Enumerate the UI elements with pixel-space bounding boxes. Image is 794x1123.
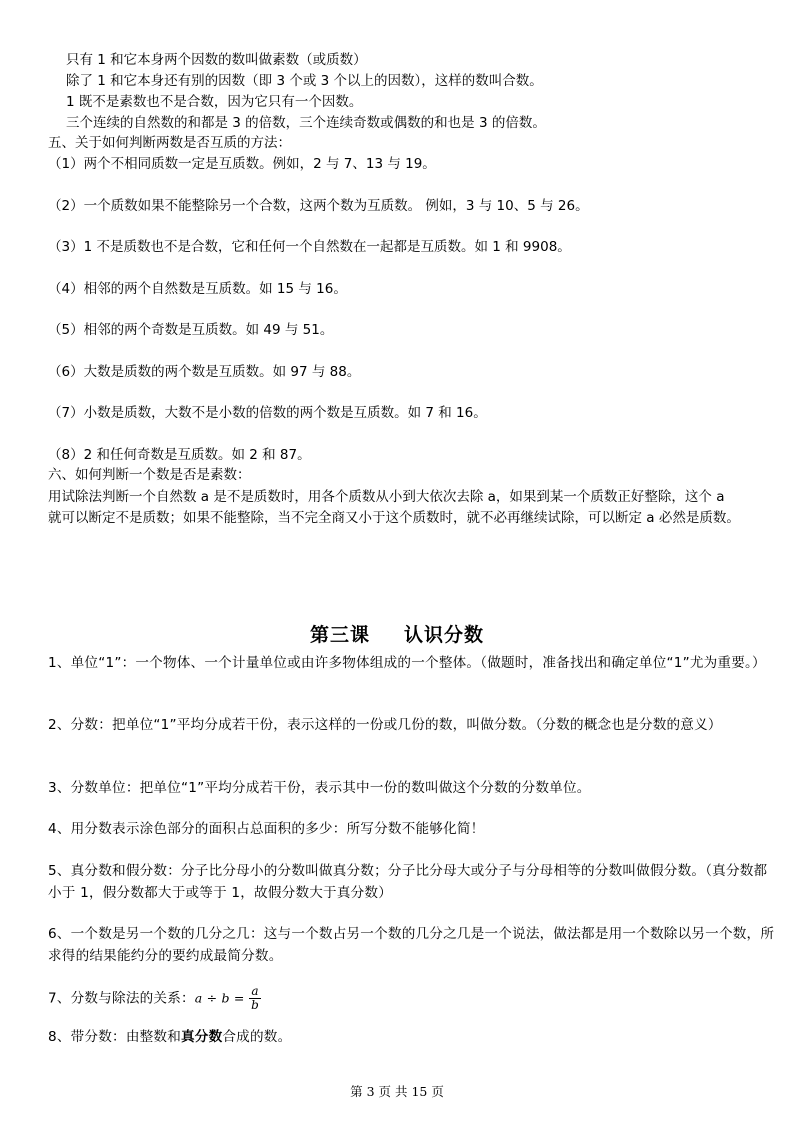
text-line: 1 既不是素数也不是合数，因为它只有一个因数。 xyxy=(66,94,363,110)
fraction xyxy=(249,985,261,1012)
item-text: 合成的数。 xyxy=(222,1029,292,1045)
lesson-item: 1、单位“1”：一个物体、一个计量单位或由许多物体组成的一个整体。（做题时，准备找出和确定单位“1”尤为重要。） xyxy=(48,655,766,671)
formula-expression: a ÷ b = xyxy=(194,990,245,1006)
text-line: 只有 1 和它本身两个因数的数叫做素数（或质数） xyxy=(66,52,367,68)
lesson-item xyxy=(48,1026,291,1048)
lesson-topic: 认识分数 xyxy=(404,624,485,646)
lesson-number: 第三课 xyxy=(309,624,370,646)
fraction-denominator: b xyxy=(251,998,259,1012)
list-item: （5）相邻的两个奇数是互质数。如 49 与 51。 xyxy=(48,322,334,338)
text-line: 三个连续的自然数的和都是 3 的倍数，三个连续奇数或偶数的和也是 3 的倍数。 xyxy=(66,115,546,131)
lesson-item: 2、分数：把单位“1”平均分成若干份，表示这样的一份或几份的数，叫做分数。（分数的概念也是分数的意义） xyxy=(48,717,722,733)
paragraph-line: 用试除法判断一个自然数 a 是不是质数时，用各个质数从小到大依次去除 a，如果到某一个质数正好整除，这个 a xyxy=(48,489,725,505)
list-item: （7）小数是质数，大数不是小数的倍数的两个数是互质数。如 7 和 16。 xyxy=(48,405,487,421)
page-number: 第 3 页 共 15 页 xyxy=(350,1084,444,1099)
lesson-item: 6、一个数是另一个数的几分之几：这与一个数占另一个数的几分之几是一个说法，做法都是用一个数除以另一个数，所求得的结果能约分的要约成最简分数。 xyxy=(48,926,775,964)
text-line: 除了 1 和它本身还有别的因数（即 3 个或 3 个以上的因数），这样的数叫合数。 xyxy=(66,73,543,89)
formula-label: 7、分数与除法的关系： xyxy=(48,990,195,1007)
list-item: （1）两个不相同质数一定是互质数。例如，2 与 7、13 与 19。 xyxy=(48,156,436,172)
section-heading: 六、如何判断一个数是否是素数： xyxy=(48,467,251,483)
list-item: （3）1 不是质数也不是合数，它和任何一个自然数在一起都是互质数。如 1 和 9908。 xyxy=(48,239,571,255)
lesson-item-formula xyxy=(48,985,261,1012)
lesson-item: 4、用分数表示涂色部分的面积占总面积的多少：所写分数不能够化简！ xyxy=(48,821,485,837)
list-item: （6）大数是质数的两个数是互质数。如 97 与 88。 xyxy=(48,364,361,380)
list-item: （4）相邻的两个自然数是互质数。如 15 与 16。 xyxy=(48,281,347,297)
list-item: （8）2 和任何奇数是互质数。如 2 和 87。 xyxy=(48,447,311,463)
fraction-numerator: a xyxy=(249,985,261,999)
item-bold-term: 真分数 xyxy=(181,1029,223,1045)
list-item: （2）一个质数如果不能整除另一个合数，这两个数为互质数。 例如，3 与 10、5 与 26。 xyxy=(48,198,589,214)
item-text: 8、带分数：由整数和 xyxy=(48,1029,181,1045)
lesson-item: 3、分数单位：把单位“1”平均分成若干份，表示其中一份的数叫做这个分数的分数单位。 xyxy=(48,780,591,796)
paragraph-line: 就可以断定不是质数；如果不能整除，当不完全商又小于这个质数时，就不必再继续试除，可以断定 a 必然是质数。 xyxy=(48,510,740,526)
section-heading: 五、关于如何判断两数是否互质的方法： xyxy=(48,135,291,151)
lesson-item: 5、真分数和假分数：分子比分母小的分数叫做真分数；分子比分母大或分子与分母相等的分数叫做假分数。（真分数都小于 1，假分数都大于或等于 1，故假分数大于真分数） xyxy=(48,863,768,901)
lesson-title xyxy=(0,620,794,647)
